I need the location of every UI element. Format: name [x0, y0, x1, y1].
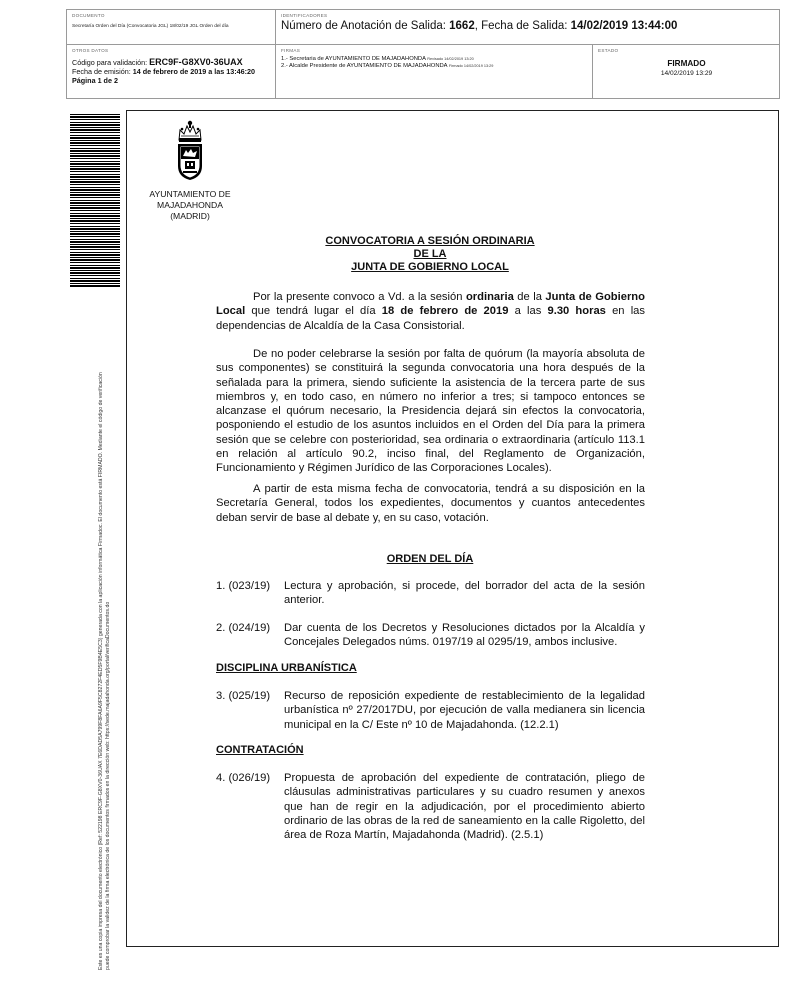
agenda-item	[216, 579, 645, 608]
otros-caption: OTROS DATOS	[72, 48, 109, 53]
section-heading-contratacion: CONTRATACIÓN	[216, 744, 304, 756]
paragraph-documentation: A partir de esta misma fecha de convocatoria, tendrá a su disposición en la Secretaría General, todos los expedientes, documentos y cuantos antecedentes deban servir de base al debate y, en su caso, votación.	[216, 483, 645, 524]
registro-fecha: 14/02/2019 13:44:00	[570, 20, 678, 32]
documento-text: Secretaría Orden del Día (Convocatoria JGL) 18/02/19 JGL Orden del día	[72, 24, 229, 29]
status-badge: FIRMADO	[667, 59, 706, 68]
agenda-item-number: 2. (024/19)	[216, 622, 271, 634]
agenda-item-text: Recurso de reposición expediente de restablecimiento de la legalidad urbanística nº 27/2017DU, por ejecución de valla medianera sin licencia municipal en la C/ Este nº 10 de Majadahonda. (12.2.1)	[284, 690, 645, 731]
registro-salida: Número de Anotación de Salida: 1662, Fecha de Salida: 14/02/2019 13:44:00	[281, 20, 678, 32]
otros-datos: Código para validación: ERC9F-G8XV0-36UAX Fecha de emisión: 14 de febrero de 2019 a las 13:46:20 Página 1 de 2	[72, 57, 255, 85]
validation-code: ERC9F-G8XV0-36UAX	[149, 57, 243, 67]
agenda-item-text: Lectura y aprobación, si procede, del borrador del acta de la sesión anterior.	[284, 580, 645, 607]
emision-date: 14 de febrero de 2019 a las 13:46:20	[132, 67, 255, 76]
status-date: 14/02/2019 13:29	[660, 70, 713, 77]
agenda-item-text: Propuesta de aprobación del expediente de contratación, pliego de cláusulas administrativas particulares y su cuadro resumen y anexos que han de regir en la adjudicación, por el procedimiento abierto ordinario de las obras de la red de saneamiento en la calle Rigoletto, del área de Roza Martín, Majadahonda (Madrid). (2.5.1)	[284, 772, 645, 842]
section-heading-disciplina: DISCIPLINA URBANÍSTICA	[216, 662, 357, 674]
agenda-item-number: 1. (023/19)	[216, 580, 271, 592]
signature-header	[66, 9, 780, 99]
agenda-item-number: 4. (026/19)	[216, 772, 271, 784]
documento-caption: DOCUMENTO	[72, 13, 105, 18]
agenda-item	[216, 621, 645, 650]
agenda-item-number: 3. (025/19)	[216, 690, 271, 702]
firmas-cell	[276, 45, 593, 98]
page-counter: Página 1 de 2	[72, 76, 118, 85]
agenda-item	[216, 771, 645, 842]
agenda-heading: ORDEN DEL DÍA	[386, 553, 474, 565]
paragraph-convocation: Por la presente convoco a Vd. a la sesión ordinaria de la Junta de Gobierno Local que tendrá lugar el día 18 de febrero de 2019 a las 9.30 horas en las dependencias de Alcaldía de la Casa Consistorial.	[216, 291, 645, 332]
identificadores-caption: IDENTIFICADORES	[281, 13, 328, 18]
documento-cell	[67, 10, 276, 45]
otros-datos-cell	[67, 45, 276, 98]
document-title-line-1: CONVOCATORIA A SESIÓN ORDINARIA	[325, 235, 535, 247]
barcode	[70, 114, 120, 288]
firma-1: 1.- Secretaria de AYUNTAMIENTO DE MAJADAHONDA Revisado 14/02/2019 13:20	[281, 56, 474, 62]
document-title-line-2: DE LA	[413, 248, 447, 260]
estado-caption: ESTADO	[598, 48, 619, 53]
vertical-verification-text: Este es una copia impresa del documento electrónico (Ref: 522198 ERC9F-G8XV0-36UAX 7E6DAD5A799F8FA6A9F5C8272F4ED5F9B4E5C3) generada con la aplicación informática Firmadoc. El documento está FIRMADO. Mediante el código de verificación puede comprobar la validez de la firma electrónica de los documentos firmados en la dirección web: https://sede.majadahonda.org/portal/verificaDocumentos.do	[98, 372, 111, 970]
agenda-item-text: Dar cuenta de los Decretos y Resoluciones dictados por la Alcaldía y Concejales Delegados núms. 0197/19 al 0295/19, ambos inclusive.	[284, 622, 645, 649]
firmas-list	[281, 56, 588, 70]
firma-2: 2.- Alcalde Presidente de AYUNTAMIENTO DE MAJADAHONDA Firmado 14/02/2019 13:29	[281, 63, 494, 69]
document-title-line-3: JUNTA DE GOBIERNO LOCAL	[351, 261, 509, 273]
firmas-caption: FIRMAS	[281, 48, 301, 53]
paragraph-quorum: De no poder celebrarse la sesión por falta de quórum (la mayoría absoluta de sus componentes) se constituirá la segunda convocatoria una hora después de la señalada para la primera, siendo suficiente la asistencia de la tercera parte de sus miembros y, en todo caso, en número no inferior a tres; si tampoco entonces se alcanzase el quórum necesario, la Presidencia dejará sin efectos la convocatoria, posponiendo el estudio de los asuntos incluidos en el Orden del Día para la primera sesión que se celebre con posterioridad, sea ordinaria o extraordinaria (artículo 113.1 en relación al artículo 90.2, inciso final, del Reglamento de Organización, Funcionamiento y Régimen Jurídico de las Corporaciones Locales).	[216, 348, 645, 475]
coat-of-arms-icon	[173, 118, 207, 182]
estado-cell	[593, 45, 779, 98]
identificadores-cell	[276, 10, 779, 45]
registro-numero: 1662	[449, 20, 475, 32]
organization-name: AYUNTAMIENTO DE MAJADAHONDA (MADRID)	[149, 189, 231, 221]
agenda-item	[216, 689, 645, 732]
